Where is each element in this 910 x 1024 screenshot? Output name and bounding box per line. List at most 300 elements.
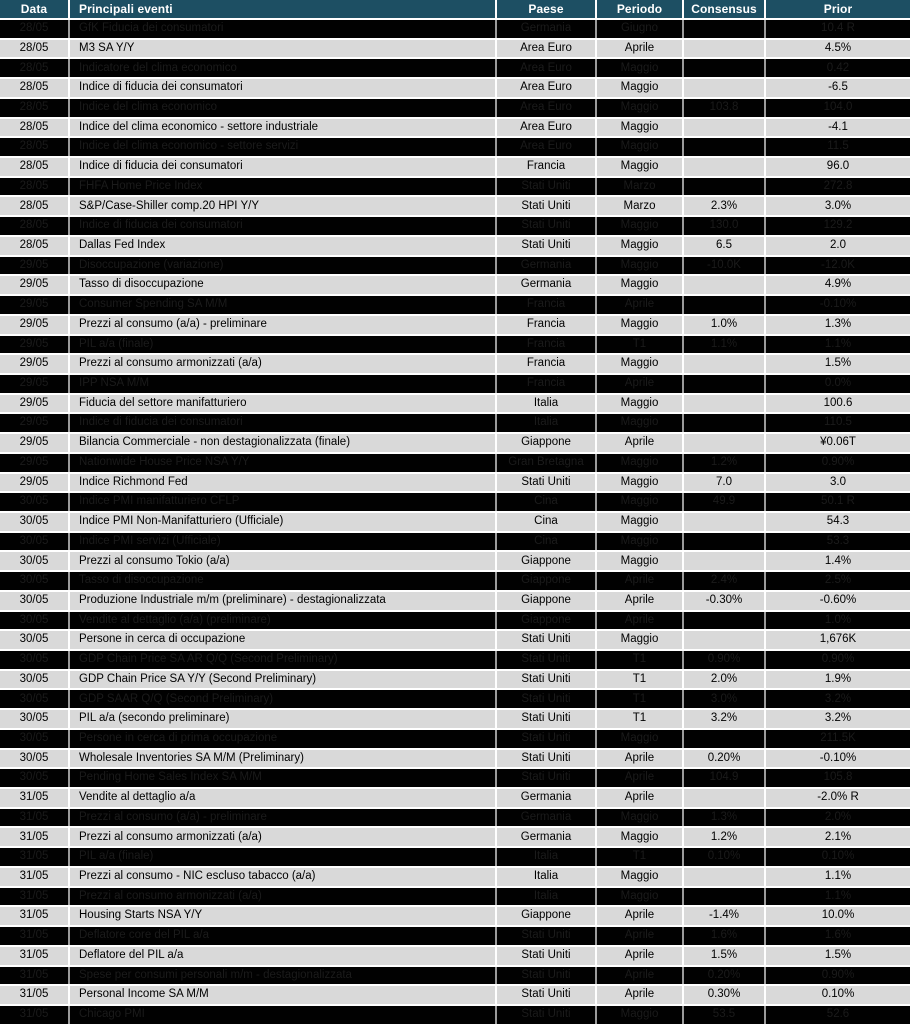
cell-prior: 11.5 [766, 138, 910, 156]
cell-period: Maggio [597, 552, 684, 570]
cell-consensus [684, 138, 766, 156]
cell-prior: 104.0 [766, 99, 910, 117]
table-row [0, 434, 910, 454]
cell-event: Personal Income SA M/M [70, 986, 497, 1004]
cell-country: Giappone [497, 612, 597, 630]
cell-country: Stati Uniti [497, 178, 597, 196]
column-header-consensus: Consensus [684, 0, 766, 18]
cell-prior: 1.3% [766, 316, 910, 334]
cell-event: Prezzi al consumo Tokio (a/a) [70, 552, 497, 570]
cell-period: Aprile [597, 40, 684, 58]
table-row [0, 868, 910, 888]
table-row [0, 40, 910, 60]
cell-prior: 10.4 R [766, 20, 910, 38]
cell-period: Aprile [597, 612, 684, 630]
cell-prior: -0.10% [766, 296, 910, 314]
cell-date: 29/05 [0, 454, 70, 472]
cell-date: 30/05 [0, 513, 70, 531]
cell-event: Consumer Spending SA M/M [70, 296, 497, 314]
cell-event: Bilancia Commerciale - non destagionalizzata (finale) [70, 434, 497, 452]
cell-consensus [684, 79, 766, 97]
cell-country: Germania [497, 828, 597, 846]
cell-date: 29/05 [0, 414, 70, 432]
cell-prior: 0.90% [766, 967, 910, 985]
cell-country: Stati Uniti [497, 217, 597, 235]
cell-prior: 1.1% [766, 336, 910, 354]
cell-event: Nationwide House Price NSA Y/Y [70, 454, 497, 472]
cell-period: Maggio [597, 316, 684, 334]
cell-prior: 4.9% [766, 276, 910, 294]
cell-event: Indice del clima economico [70, 99, 497, 117]
cell-consensus [684, 434, 766, 452]
cell-period: Maggio [597, 257, 684, 275]
cell-country: Francia [497, 316, 597, 334]
cell-prior: 53.3 [766, 533, 910, 551]
cell-event: Indice di fiducia dei consumatori [70, 158, 497, 176]
cell-period: Maggio [597, 158, 684, 176]
cell-event: S&P/Case-Shiller comp.20 HPI Y/Y [70, 197, 497, 215]
cell-date: 30/05 [0, 769, 70, 787]
cell-event: Persone in cerca di occupazione [70, 631, 497, 649]
column-header-period: Periodo [597, 0, 684, 18]
cell-prior: 10.0% [766, 907, 910, 925]
cell-country: Stati Uniti [497, 690, 597, 708]
cell-consensus: 3.0% [684, 690, 766, 708]
cell-country: Francia [497, 336, 597, 354]
cell-date: 28/05 [0, 20, 70, 38]
cell-consensus: 0.10% [684, 848, 766, 866]
cell-country: Francia [497, 158, 597, 176]
cell-prior: -0.60% [766, 592, 910, 610]
cell-prior: 1.6% [766, 927, 910, 945]
cell-prior: -6.5 [766, 79, 910, 97]
cell-date: 31/05 [0, 888, 70, 906]
cell-period: Maggio [597, 493, 684, 511]
cell-consensus [684, 178, 766, 196]
cell-date: 30/05 [0, 750, 70, 768]
cell-date: 29/05 [0, 276, 70, 294]
cell-country: Stati Uniti [497, 651, 597, 669]
cell-consensus [684, 888, 766, 906]
cell-event: Persone in cerca di prima occupazione [70, 730, 497, 748]
cell-consensus [684, 414, 766, 432]
cell-date: 31/05 [0, 1006, 70, 1024]
cell-date: 30/05 [0, 552, 70, 570]
cell-date: 31/05 [0, 789, 70, 807]
cell-date: 31/05 [0, 986, 70, 1004]
cell-event: GDP SAAR Q/Q (Second Preliminary) [70, 690, 497, 708]
cell-period: Aprile [597, 750, 684, 768]
cell-country: Germania [497, 789, 597, 807]
cell-consensus [684, 296, 766, 314]
table-row [0, 197, 910, 217]
cell-period: T1 [597, 690, 684, 708]
cell-date: 31/05 [0, 907, 70, 925]
cell-prior: 0.42 [766, 59, 910, 77]
cell-country: Italia [497, 395, 597, 413]
cell-consensus [684, 612, 766, 630]
table-row [0, 572, 910, 592]
cell-date: 31/05 [0, 927, 70, 945]
table-row [0, 375, 910, 395]
table-row [0, 533, 910, 553]
cell-period: Maggio [597, 828, 684, 846]
table-row [0, 986, 910, 1006]
cell-consensus: 1.3% [684, 809, 766, 827]
cell-prior: 1.4% [766, 552, 910, 570]
cell-period: Maggio [597, 730, 684, 748]
cell-country: Area Euro [497, 40, 597, 58]
cell-event: FHFA Home Price Index [70, 178, 497, 196]
table-row [0, 631, 910, 651]
cell-prior: 1,676K [766, 631, 910, 649]
cell-event: Vendite al dettaglio (a/a) (preliminare) [70, 612, 497, 630]
cell-date: 29/05 [0, 474, 70, 492]
cell-period: Maggio [597, 138, 684, 156]
cell-country: Area Euro [497, 79, 597, 97]
cell-country: Francia [497, 355, 597, 373]
cell-event: Deflatore core del PIL a/a [70, 927, 497, 945]
cell-country: Stati Uniti [497, 927, 597, 945]
cell-consensus: -10.0K [684, 257, 766, 275]
cell-date: 31/05 [0, 809, 70, 827]
table-row [0, 158, 910, 178]
cell-consensus [684, 375, 766, 393]
cell-prior: 96.0 [766, 158, 910, 176]
cell-prior: 3.2% [766, 690, 910, 708]
cell-country: Cina [497, 493, 597, 511]
cell-period: Aprile [597, 947, 684, 965]
cell-prior: -4.1 [766, 119, 910, 137]
table-row [0, 671, 910, 691]
cell-period: Aprile [597, 907, 684, 925]
table-row [0, 138, 910, 158]
column-header-country: Paese [497, 0, 597, 18]
cell-event: Dallas Fed Index [70, 237, 497, 255]
cell-prior: 129.2 [766, 217, 910, 235]
table-row [0, 828, 910, 848]
cell-period: T1 [597, 710, 684, 728]
cell-event: Indice del clima economico - settore industriale [70, 119, 497, 137]
cell-date: 30/05 [0, 710, 70, 728]
table-row [0, 257, 910, 277]
cell-event: Prezzi al consumo (a/a) - preliminare [70, 316, 497, 334]
cell-consensus: 1.6% [684, 927, 766, 945]
cell-event: Fiducia del settore manifatturiero [70, 395, 497, 413]
table-row [0, 809, 910, 829]
cell-period: Maggio [597, 868, 684, 886]
cell-event: IPP NSA M/M [70, 375, 497, 393]
cell-period: T1 [597, 848, 684, 866]
cell-period: Maggio [597, 355, 684, 373]
table-row [0, 454, 910, 474]
cell-consensus [684, 631, 766, 649]
cell-event: Spese per consumi personali m/m - destagionalizzata [70, 967, 497, 985]
cell-prior: 0.10% [766, 848, 910, 866]
cell-event: Wholesale Inventories SA M/M (Preliminary) [70, 750, 497, 768]
cell-period: T1 [597, 651, 684, 669]
table-row [0, 355, 910, 375]
cell-consensus [684, 552, 766, 570]
cell-date: 28/05 [0, 40, 70, 58]
cell-date: 30/05 [0, 493, 70, 511]
column-header-prior: Prior [766, 0, 910, 18]
cell-country: Giappone [497, 434, 597, 452]
cell-country: Italia [497, 848, 597, 866]
cell-country: Stati Uniti [497, 474, 597, 492]
cell-prior: -12.0K [766, 257, 910, 275]
cell-event: PIL a/a (finale) [70, 848, 497, 866]
table-row [0, 217, 910, 237]
cell-date: 30/05 [0, 592, 70, 610]
cell-date: 28/05 [0, 79, 70, 97]
cell-date: 30/05 [0, 730, 70, 748]
table-row [0, 612, 910, 632]
table-row [0, 178, 910, 198]
cell-country: Italia [497, 888, 597, 906]
cell-prior: 1.0% [766, 612, 910, 630]
cell-prior: 2.0 [766, 237, 910, 255]
table-row [0, 789, 910, 809]
cell-country: Area Euro [497, 59, 597, 77]
table-row [0, 750, 910, 770]
cell-period: Giugno [597, 20, 684, 38]
cell-prior: 1.5% [766, 355, 910, 373]
cell-event: Prezzi al consumo (a/a) - preliminare [70, 809, 497, 827]
cell-event: PIL a/a (secondo preliminare) [70, 710, 497, 728]
cell-consensus [684, 119, 766, 137]
cell-country: Stati Uniti [497, 671, 597, 689]
cell-consensus: 0.30% [684, 986, 766, 1004]
cell-period: Maggio [597, 454, 684, 472]
cell-date: 31/05 [0, 967, 70, 985]
cell-prior: 3.0 [766, 474, 910, 492]
cell-date: 29/05 [0, 395, 70, 413]
cell-prior: 1.1% [766, 888, 910, 906]
cell-date: 29/05 [0, 434, 70, 452]
cell-event: GfK Fiducia dei consumatori [70, 20, 497, 38]
cell-period: Maggio [597, 631, 684, 649]
cell-consensus: 1.1% [684, 336, 766, 354]
cell-date: 29/05 [0, 375, 70, 393]
cell-country: Giappone [497, 572, 597, 590]
table-row [0, 316, 910, 336]
cell-period: Maggio [597, 99, 684, 117]
table-row [0, 237, 910, 257]
cell-date: 28/05 [0, 217, 70, 235]
cell-prior: ¥0.06T [766, 434, 910, 452]
cell-period: Aprile [597, 769, 684, 787]
cell-prior: 0.10% [766, 986, 910, 1004]
cell-date: 29/05 [0, 336, 70, 354]
cell-period: Aprile [597, 967, 684, 985]
cell-period: Aprile [597, 986, 684, 1004]
cell-period: T1 [597, 336, 684, 354]
table-row [0, 20, 910, 40]
cell-date: 29/05 [0, 296, 70, 314]
cell-prior: 1.5% [766, 947, 910, 965]
cell-country: Stati Uniti [497, 237, 597, 255]
cell-consensus: 49.9 [684, 493, 766, 511]
table-row [0, 552, 910, 572]
cell-prior: 54.3 [766, 513, 910, 531]
cell-country: Cina [497, 533, 597, 551]
cell-country: Stati Uniti [497, 750, 597, 768]
cell-consensus: -0.30% [684, 592, 766, 610]
cell-country: Area Euro [497, 119, 597, 137]
cell-event: Chicago PMI [70, 1006, 497, 1024]
cell-prior: 110.5 [766, 414, 910, 432]
cell-consensus: 3.2% [684, 710, 766, 728]
cell-country: Italia [497, 414, 597, 432]
cell-date: 28/05 [0, 119, 70, 137]
table-row [0, 927, 910, 947]
cell-country: Stati Uniti [497, 967, 597, 985]
cell-consensus: 103.8 [684, 99, 766, 117]
table-row [0, 79, 910, 99]
cell-date: 29/05 [0, 257, 70, 275]
cell-date: 28/05 [0, 158, 70, 176]
table-row [0, 769, 910, 789]
column-header-event: Principali eventi [70, 0, 497, 18]
cell-event: M3 SA Y/Y [70, 40, 497, 58]
cell-date: 30/05 [0, 572, 70, 590]
cell-country: Gran Bretagna [497, 454, 597, 472]
cell-consensus [684, 20, 766, 38]
cell-event: Prezzi al consumo - NIC escluso tabacco (a/a) [70, 868, 497, 886]
cell-period: Maggio [597, 1006, 684, 1024]
cell-country: Area Euro [497, 99, 597, 117]
cell-consensus: 1.0% [684, 316, 766, 334]
cell-country: Germania [497, 809, 597, 827]
table-row [0, 730, 910, 750]
cell-event: Indice PMI servizi (Ufficiale) [70, 533, 497, 551]
cell-consensus: 53.5 [684, 1006, 766, 1024]
cell-date: 30/05 [0, 631, 70, 649]
cell-period: Maggio [597, 217, 684, 235]
cell-event: Pending Home Sales Index SA M/M [70, 769, 497, 787]
cell-event: Indice di fiducia dei consumatori [70, 414, 497, 432]
cell-consensus [684, 276, 766, 294]
cell-country: Germania [497, 257, 597, 275]
table-row [0, 474, 910, 494]
cell-prior: -0.10% [766, 750, 910, 768]
table-row [0, 967, 910, 987]
cell-consensus [684, 158, 766, 176]
table-row [0, 651, 910, 671]
table-row [0, 592, 910, 612]
cell-period: Aprile [597, 572, 684, 590]
cell-country: Italia [497, 868, 597, 886]
cell-date: 31/05 [0, 848, 70, 866]
cell-date: 28/05 [0, 178, 70, 196]
cell-date: 30/05 [0, 651, 70, 669]
cell-country: Giappone [497, 552, 597, 570]
cell-period: Marzo [597, 178, 684, 196]
cell-consensus: 130.0 [684, 217, 766, 235]
cell-country: Giappone [497, 907, 597, 925]
cell-event: Disoccupazione (variazione) [70, 257, 497, 275]
cell-date: 31/05 [0, 947, 70, 965]
cell-event: Prezzi al consumo armonizzati (a/a) [70, 828, 497, 846]
cell-period: Maggio [597, 395, 684, 413]
cell-date: 28/05 [0, 197, 70, 215]
cell-event: Housing Starts NSA Y/Y [70, 907, 497, 925]
cell-prior: 0.0% [766, 375, 910, 393]
cell-country: Stati Uniti [497, 1006, 597, 1024]
cell-consensus [684, 59, 766, 77]
cell-event: GDP Chain Price SA Y/Y (Second Preliminary) [70, 671, 497, 689]
cell-consensus: -1.4% [684, 907, 766, 925]
cell-event: Prezzi al consumo armonizzati (a/a) [70, 355, 497, 373]
cell-prior: 1.1% [766, 868, 910, 886]
cell-prior: -2.0% R [766, 789, 910, 807]
cell-consensus: 2.3% [684, 197, 766, 215]
cell-prior: 0.90% [766, 454, 910, 472]
cell-consensus [684, 513, 766, 531]
cell-consensus: 1.5% [684, 947, 766, 965]
cell-country: Area Euro [497, 138, 597, 156]
cell-period: Maggio [597, 888, 684, 906]
cell-event: Produzione Industriale m/m (preliminare) - destagionalizzata [70, 592, 497, 610]
cell-date: 28/05 [0, 59, 70, 77]
cell-country: Germania [497, 276, 597, 294]
cell-prior: 1.9% [766, 671, 910, 689]
cell-date: 28/05 [0, 237, 70, 255]
cell-event: GDP Chain Price SA AR Q/Q (Second Preliminary) [70, 651, 497, 669]
cell-period: Maggio [597, 79, 684, 97]
cell-consensus: 0.90% [684, 651, 766, 669]
cell-period: Maggio [597, 533, 684, 551]
cell-consensus [684, 868, 766, 886]
cell-date: 31/05 [0, 868, 70, 886]
cell-event: Deflatore del PIL a/a [70, 947, 497, 965]
cell-prior: 2.0% [766, 809, 910, 827]
cell-event: Indice PMI Non-Manifatturiero (Ufficiale) [70, 513, 497, 531]
cell-country: Stati Uniti [497, 730, 597, 748]
cell-date: 30/05 [0, 533, 70, 551]
cell-consensus: 7.0 [684, 474, 766, 492]
cell-period: Aprile [597, 296, 684, 314]
table-row [0, 947, 910, 967]
cell-event: Indicatore del clima economico [70, 59, 497, 77]
cell-period: Aprile [597, 789, 684, 807]
table-row [0, 710, 910, 730]
cell-prior: 50.1 R [766, 493, 910, 511]
cell-consensus: 1.2% [684, 828, 766, 846]
cell-country: Stati Uniti [497, 769, 597, 787]
table-row [0, 888, 910, 908]
cell-prior: 0.90% [766, 651, 910, 669]
table-row [0, 513, 910, 533]
cell-consensus [684, 40, 766, 58]
cell-period: Aprile [597, 375, 684, 393]
cell-consensus: 0.20% [684, 750, 766, 768]
cell-period: Maggio [597, 276, 684, 294]
table-row [0, 99, 910, 119]
cell-country: Stati Uniti [497, 986, 597, 1004]
cell-date: 30/05 [0, 612, 70, 630]
table-header-row [0, 0, 910, 20]
cell-event: PIL a/a (finale) [70, 336, 497, 354]
cell-country: Stati Uniti [497, 197, 597, 215]
table-row [0, 119, 910, 139]
cell-date: 28/05 [0, 99, 70, 117]
cell-event: Tasso di disoccupazione [70, 276, 497, 294]
cell-prior: 4.5% [766, 40, 910, 58]
cell-consensus [684, 395, 766, 413]
cell-date: 29/05 [0, 355, 70, 373]
